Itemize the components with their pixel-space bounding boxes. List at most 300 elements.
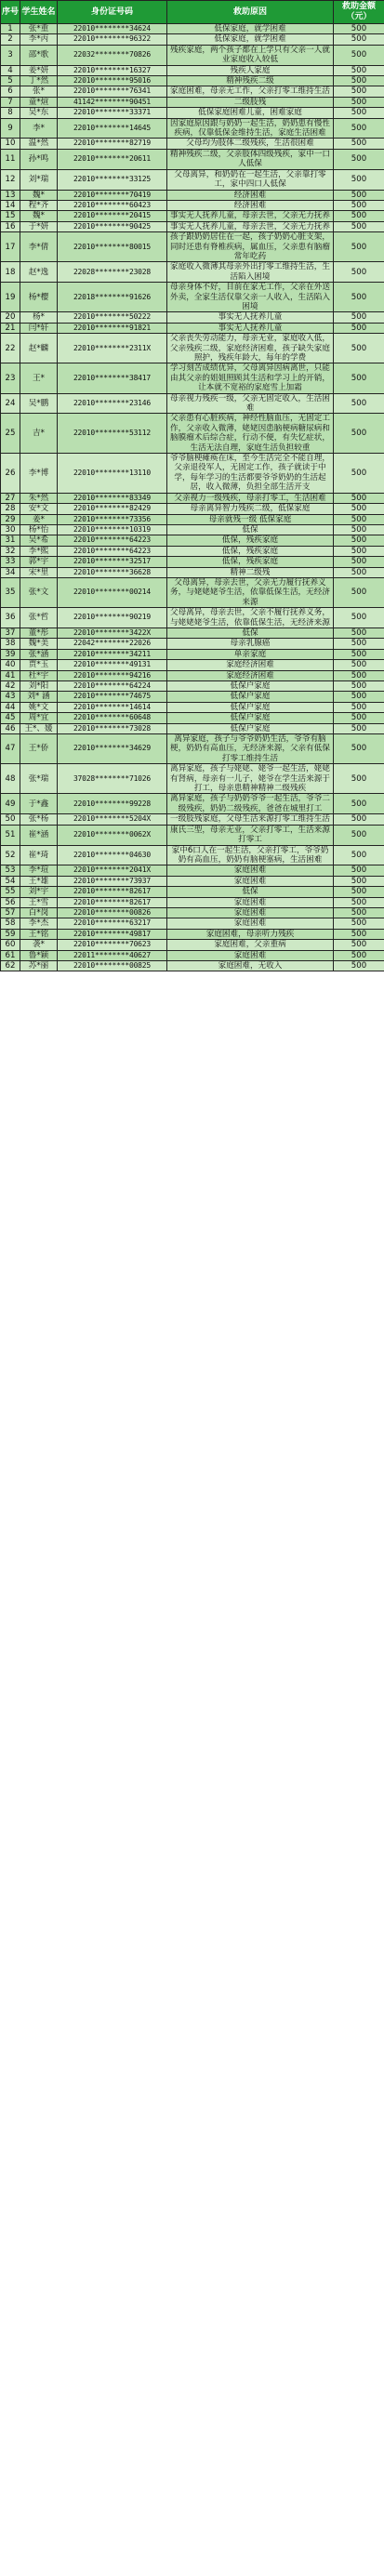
cell-amount: 500 (334, 169, 384, 190)
header-name: 学生姓名 (20, 1, 58, 24)
cell-amount: 500 (334, 713, 384, 723)
cell-id: 22010********82429 (58, 504, 167, 514)
cell-reason: 母亲身体不好，目前在家无工作，父亲在外送外卖，全家生活仅靠父亲一人收入，生活陷入困境 (167, 283, 334, 312)
cell-no: 62 (1, 960, 20, 971)
cell-reason: 低保户家庭 (167, 723, 334, 733)
cell-no: 33 (1, 557, 20, 567)
cell-id: 22010********36628 (58, 567, 167, 577)
cell-amount: 500 (334, 918, 384, 929)
cell-name: 吉* (20, 414, 58, 454)
cell-no: 60 (1, 940, 20, 950)
table-row (1, 118, 384, 139)
cell-id: 22010********49131 (58, 660, 167, 670)
table-row (1, 734, 384, 764)
cell-name: 袭* (20, 940, 58, 950)
cell-amount: 500 (334, 414, 384, 454)
cell-no: 61 (1, 950, 20, 960)
cell-id: 22010********82719 (58, 139, 167, 149)
cell-no: 10 (1, 139, 20, 149)
cell-no: 39 (1, 649, 20, 659)
cell-no: 38 (1, 639, 20, 649)
cell-amount: 500 (334, 660, 384, 670)
cell-amount: 500 (334, 577, 384, 607)
table-row (1, 660, 384, 670)
cell-name: 王*雪 (20, 897, 58, 907)
table-row (1, 670, 384, 680)
table-row (1, 283, 384, 312)
table-row (1, 918, 384, 929)
cell-amount: 500 (334, 232, 384, 262)
cell-id: 22010********64224 (58, 681, 167, 692)
cell-amount: 500 (334, 118, 384, 139)
cell-no: 15 (1, 211, 20, 221)
table-row (1, 577, 384, 607)
cell-reason: 父亲丧失劳动能力，母亲无业，家庭收入低，父亲残疾二级，家庭经济困难，孩子缺失家庭照护，残疾年龄大，每年的学费 (167, 334, 334, 363)
cell-amount: 500 (334, 34, 384, 45)
cell-id: 22010********00214 (58, 577, 167, 607)
cell-amount: 500 (334, 108, 384, 118)
cell-id: 22010********73937 (58, 876, 167, 886)
cell-amount: 500 (334, 670, 384, 680)
cell-reason: 母亲就残一级 低保家庭 (167, 514, 334, 524)
cell-name: 李*丙 (20, 34, 58, 45)
cell-name: 杨* (20, 312, 58, 323)
cell-id: 22010********95016 (58, 76, 167, 86)
cell-id: 22010********74675 (58, 692, 167, 702)
cell-name: 崔*涵 (20, 825, 58, 845)
cell-id: 22010********60423 (58, 200, 167, 210)
table-row (1, 794, 384, 814)
cell-amount: 500 (334, 149, 384, 169)
cell-no: 26 (1, 454, 20, 494)
cell-name: 贾*玉 (20, 660, 58, 670)
cell-name: 安*文 (20, 504, 58, 514)
cell-name: 李* (20, 118, 58, 139)
cell-reason: 精神残疾二级，父亲肢体四级残疾，家中一口人低保 (167, 149, 334, 169)
cell-amount: 500 (334, 723, 384, 733)
table-row (1, 211, 384, 221)
cell-id: 22010********94216 (58, 670, 167, 680)
cell-amount: 500 (334, 334, 384, 363)
table-row (1, 139, 384, 149)
table-row (1, 149, 384, 169)
cell-amount: 500 (334, 825, 384, 845)
cell-name: 魏* (20, 211, 58, 221)
cell-reason: 家庭困难 (167, 897, 334, 907)
table-row (1, 764, 384, 794)
cell-reason: 家庭困难 (167, 918, 334, 929)
cell-amount: 500 (334, 493, 384, 503)
cell-no: 1 (1, 24, 20, 34)
cell-reason: 离异家庭，孩子与爷爷奶奶生活，爷爷有脑梗，奶奶有高血压，无经济来源，父亲有低保打零工维持生活 (167, 734, 334, 764)
cell-reason: 低保户家庭 (167, 702, 334, 712)
cell-id: 22010********14614 (58, 702, 167, 712)
cell-name: 张*哲 (20, 608, 58, 628)
assistance-table (0, 0, 384, 971)
cell-reason: 低保家庭，就学困难 (167, 24, 334, 34)
cell-name: 张*文 (20, 577, 58, 607)
cell-id: 22010********73028 (58, 723, 167, 733)
table-row (1, 639, 384, 649)
cell-no: 51 (1, 825, 20, 845)
cell-name: 于*鑫 (20, 794, 58, 814)
cell-reason: 事实无人抚养儿童，母亲去世，父亲无力抚养 (167, 221, 334, 231)
cell-no: 27 (1, 493, 20, 503)
cell-amount: 500 (334, 950, 384, 960)
cell-amount: 500 (334, 734, 384, 764)
cell-amount: 500 (334, 702, 384, 712)
cell-no: 41 (1, 670, 20, 680)
cell-id: 22010********63217 (58, 918, 167, 929)
cell-amount: 500 (334, 960, 384, 971)
cell-id: 22010********50222 (58, 312, 167, 323)
table-row (1, 334, 384, 363)
header-id: 身份证号码 (58, 1, 167, 24)
cell-id: 22010********38417 (58, 363, 167, 393)
cell-no: 56 (1, 897, 20, 907)
table-row (1, 514, 384, 524)
cell-amount: 500 (334, 524, 384, 535)
cell-amount: 500 (334, 200, 384, 210)
cell-no: 17 (1, 232, 20, 262)
cell-name: 崔*琦 (20, 845, 58, 865)
cell-no: 52 (1, 845, 20, 865)
table-body (1, 24, 384, 971)
cell-reason: 家庭收入微薄其母亲外出打零工维持生活，生活陷入困境 (167, 262, 334, 283)
table-row (1, 535, 384, 546)
cell-no: 57 (1, 907, 20, 918)
cell-reason: 家庭困难 (167, 876, 334, 886)
cell-no: 36 (1, 608, 20, 628)
cell-id: 22010********49817 (58, 929, 167, 939)
table-row (1, 876, 384, 886)
cell-id: 22010********00826 (58, 907, 167, 918)
cell-name: 王*雄 (20, 876, 58, 886)
cell-name: 李*倩 (20, 232, 58, 262)
cell-amount: 500 (334, 86, 384, 97)
cell-name: 丁*然 (20, 76, 58, 86)
cell-no: 55 (1, 887, 20, 897)
cell-amount: 500 (334, 535, 384, 546)
cell-reason: 孩子跟奶奶居住在一起，孩子奶奶心脏支架，同时还患有脊椎疾病，属血压，父亲患有脑瘤常年吃药 (167, 232, 334, 262)
cell-reason: 家庭困难，母亲无工作，父亲打零工维持生活 (167, 86, 334, 97)
cell-id: 22011********40627 (58, 950, 167, 960)
table-row (1, 45, 384, 65)
cell-id: 22032********70826 (58, 45, 167, 65)
cell-name: 姜*妍 (20, 65, 58, 75)
cell-reason: 单亲家庭 (167, 649, 334, 659)
cell-id: 22010********2311X (58, 334, 167, 363)
cell-id: 41142********90451 (58, 97, 167, 107)
cell-name: 刘*瑞 (20, 169, 58, 190)
cell-id: 22010********91821 (58, 323, 167, 333)
table-row (1, 504, 384, 514)
cell-id: 22010********73356 (58, 514, 167, 524)
cell-reason: 学习刻苦成绩优异，父母离异因病离世，只能由其父亲的姐姐照顾其生活和学习上的开销，让本就不宽裕的家庭雪上加霜 (167, 363, 334, 393)
cell-name: 魏* (20, 190, 58, 200)
cell-amount: 500 (334, 794, 384, 814)
cell-no: 8 (1, 108, 20, 118)
cell-reason: 低保户家庭 (167, 692, 334, 702)
table-row (1, 897, 384, 907)
cell-reason: 事实无人抚养儿童，母亲去世，父亲无力抚养 (167, 211, 334, 221)
cell-id: 22010********33125 (58, 169, 167, 190)
cell-amount: 500 (334, 262, 384, 283)
cell-reason: 母亲乳腺癌 (167, 639, 334, 649)
cell-reason: 低保，残疾家庭 (167, 546, 334, 556)
cell-reason: 家庭困难，无收入 (167, 960, 334, 971)
cell-no: 24 (1, 393, 20, 414)
cell-id: 22010********33371 (58, 108, 167, 118)
cell-reason: 父母均为肢体二级残疾，生活很困难 (167, 139, 334, 149)
cell-no: 30 (1, 524, 20, 535)
table-row (1, 65, 384, 75)
cell-id: 22010********2041X (58, 865, 167, 876)
cell-name: 于*妍 (20, 221, 58, 231)
cell-reason: 残疾家庭，两个孩子都在上学只有父亲一人就业家庭收入较低 (167, 45, 334, 65)
table-row (1, 221, 384, 231)
cell-id: 22010********64223 (58, 546, 167, 556)
table-row (1, 907, 384, 918)
cell-name: 赵*麟 (20, 334, 58, 363)
cell-amount: 500 (334, 764, 384, 794)
cell-name: 王*、媛 (20, 723, 58, 733)
cell-amount: 500 (334, 514, 384, 524)
cell-name: 张*重 (20, 24, 58, 34)
table-row (1, 232, 384, 262)
cell-amount: 500 (334, 221, 384, 231)
table-row (1, 960, 384, 971)
cell-name: 赵*逸 (20, 262, 58, 283)
cell-id: 22010********34211 (58, 649, 167, 659)
cell-id: 22010********13110 (58, 454, 167, 494)
cell-no: 50 (1, 814, 20, 825)
cell-no: 47 (1, 734, 20, 764)
cell-name: 董*彤 (20, 627, 58, 638)
table-row (1, 363, 384, 393)
cell-name: 杨*樱 (20, 283, 58, 312)
cell-id: 22010********20415 (58, 211, 167, 221)
cell-reason: 低保 (167, 627, 334, 638)
table-row (1, 814, 384, 825)
cell-no: 42 (1, 681, 20, 692)
cell-id: 37028********71026 (58, 764, 167, 794)
cell-name: 刘*宇 (20, 887, 58, 897)
cell-id: 22010********99228 (58, 794, 167, 814)
cell-no: 14 (1, 200, 20, 210)
cell-name: 李*杰 (20, 918, 58, 929)
cell-reason: 父母离异，母亲去世，父亲不履行抚养义务，与姥姥姥爷生活，依靠低保生活，无经济来源 (167, 608, 334, 628)
cell-name: 孙*鸣 (20, 149, 58, 169)
cell-reason: 低保，残疾家庭 (167, 535, 334, 546)
cell-name: 刘* 涵 (20, 692, 58, 702)
cell-id: 22042********22026 (58, 639, 167, 649)
cell-no: 4 (1, 65, 20, 75)
cell-reason: 经济困难 (167, 200, 334, 210)
cell-reason: 家庭困难，母亲听力残疾 (167, 929, 334, 939)
cell-no: 3 (1, 45, 20, 65)
cell-amount: 500 (334, 940, 384, 950)
cell-name: 白*岗 (20, 907, 58, 918)
header-amount: 救助金额（元） (334, 1, 384, 24)
cell-amount: 500 (334, 211, 384, 221)
cell-amount: 500 (334, 681, 384, 692)
cell-id: 22010********53112 (58, 414, 167, 454)
cell-amount: 500 (334, 393, 384, 414)
cell-no: 35 (1, 577, 20, 607)
cell-reason: 低保户家庭 (167, 713, 334, 723)
cell-name: 王* (20, 363, 58, 393)
cell-no: 22 (1, 334, 20, 363)
cell-no: 48 (1, 764, 20, 794)
cell-no: 20 (1, 312, 20, 323)
cell-reason: 事实无人抚养儿童 (167, 323, 334, 333)
cell-reason: 残疾人家庭 (167, 65, 334, 75)
table-row (1, 97, 384, 107)
cell-name: 杨*怡 (20, 524, 58, 535)
cell-no: 40 (1, 660, 20, 670)
cell-id: 22010********00825 (58, 960, 167, 971)
cell-id: 22010********90219 (58, 608, 167, 628)
cell-no: 6 (1, 86, 20, 97)
cell-no: 58 (1, 918, 20, 929)
cell-amount: 500 (334, 649, 384, 659)
cell-name: 温*然 (20, 139, 58, 149)
cell-id: 22010********76341 (58, 86, 167, 97)
cell-id: 22010********20611 (58, 149, 167, 169)
cell-id: 22010********64223 (58, 535, 167, 546)
cell-no: 31 (1, 535, 20, 546)
cell-no: 11 (1, 149, 20, 169)
cell-name: 童*煊 (20, 97, 58, 107)
cell-reason: 经济困难 (167, 190, 334, 200)
cell-name: 吴*希 (20, 535, 58, 546)
cell-amount: 500 (334, 312, 384, 323)
table-row (1, 169, 384, 190)
cell-reason: 家庭困难 (167, 907, 334, 918)
cell-no: 28 (1, 504, 20, 514)
table-row (1, 723, 384, 733)
cell-reason: 因家庭原因跟与奶奶一起生活，奶奶患有慢性疾病，仅靠低保金维持生活，家庭生活困难 (167, 118, 334, 139)
cell-no: 53 (1, 865, 20, 876)
cell-name: 李*博 (20, 454, 58, 494)
cell-id: 22010********96322 (58, 34, 167, 45)
cell-name: 吴*鹏 (20, 393, 58, 414)
table-row (1, 86, 384, 97)
table-row (1, 414, 384, 454)
cell-id: 22010********23146 (58, 393, 167, 414)
cell-reason: 低保 (167, 887, 334, 897)
cell-id: 22010********82617 (58, 887, 167, 897)
table-row (1, 312, 384, 323)
cell-reason: 家庭困难，父亲重病 (167, 940, 334, 950)
cell-name: 王*铭 (20, 929, 58, 939)
cell-id: 22010********34624 (58, 24, 167, 34)
cell-amount: 500 (334, 814, 384, 825)
cell-no: 32 (1, 546, 20, 556)
cell-no: 18 (1, 262, 20, 283)
table-row (1, 692, 384, 702)
cell-reason: 家中6口人在一起生活，父亲打零工，爷爷奶奶有高血压，奶奶有脑梗塞病，生活困难 (167, 845, 334, 865)
cell-reason: 精神二级残 (167, 567, 334, 577)
table-row (1, 546, 384, 556)
cell-amount: 500 (334, 907, 384, 918)
cell-id: 22010********5204X (58, 814, 167, 825)
cell-amount: 500 (334, 97, 384, 107)
cell-no: 9 (1, 118, 20, 139)
cell-amount: 500 (334, 323, 384, 333)
cell-reason: 母亲离异智力残疾二级，低保家庭 (167, 504, 334, 514)
cell-no: 29 (1, 514, 20, 524)
cell-reason: 康氏三型，母亲无业，父亲打零工，生活来源打零工 (167, 825, 334, 845)
cell-no: 21 (1, 323, 20, 333)
cell-no: 59 (1, 929, 20, 939)
table-row (1, 34, 384, 45)
cell-no: 54 (1, 876, 20, 886)
cell-reason: 精神残疾二级 (167, 76, 334, 86)
cell-name: 闫*轩 (20, 323, 58, 333)
cell-reason: 母亲视力残疾一级，父亲无固定收入，生活困难 (167, 393, 334, 414)
table-row (1, 608, 384, 628)
cell-amount: 500 (334, 865, 384, 876)
table-row (1, 108, 384, 118)
cell-name: 王*侨 (20, 734, 58, 764)
cell-no: 16 (1, 221, 20, 231)
cell-id: 22010********32517 (58, 557, 167, 567)
cell-name: 周*宜 (20, 713, 58, 723)
table-row (1, 524, 384, 535)
table-row (1, 454, 384, 494)
cell-name: 刘*阳 (20, 681, 58, 692)
cell-name: 姜* (20, 514, 58, 524)
cell-amount: 500 (334, 557, 384, 567)
cell-no: 19 (1, 283, 20, 312)
cell-no: 2 (1, 34, 20, 45)
table-row (1, 929, 384, 939)
cell-reason: 家庭困难 (167, 865, 334, 876)
table-row (1, 713, 384, 723)
cell-amount: 500 (334, 24, 384, 34)
table-row (1, 887, 384, 897)
cell-reason: 低保户家庭 (167, 681, 334, 692)
cell-name: 邵*歌 (20, 45, 58, 65)
cell-name: 姚*文 (20, 702, 58, 712)
table-row (1, 567, 384, 577)
cell-name: 郭*宇 (20, 557, 58, 567)
cell-id: 22010********70419 (58, 190, 167, 200)
cell-no: 34 (1, 567, 20, 577)
cell-amount: 500 (334, 65, 384, 75)
table-row (1, 323, 384, 333)
cell-no: 7 (1, 97, 20, 107)
cell-no: 13 (1, 190, 20, 200)
table-row (1, 649, 384, 659)
table-row (1, 493, 384, 503)
cell-name: 宋*里 (20, 567, 58, 577)
cell-name: 吴*东 (20, 108, 58, 118)
cell-amount: 500 (334, 454, 384, 494)
cell-name: 李*瑄 (20, 865, 58, 876)
cell-reason: 低保家庭，就学困难 (167, 34, 334, 45)
cell-reason: 离异家庭，孩子与奶奶爷爷一起生活，爷爷二级残疾，奶奶二级残疾，爸爸在城里打工 (167, 794, 334, 814)
cell-name: 张* (20, 86, 58, 97)
cell-amount: 500 (334, 546, 384, 556)
cell-reason: 父母离异，和奶奶在一起生活，父亲靠打零工，家中四口人低保 (167, 169, 334, 190)
cell-name: 杜*宇 (20, 670, 58, 680)
cell-name: 李*熙 (20, 546, 58, 556)
table-row (1, 76, 384, 86)
cell-reason: 低保 (167, 524, 334, 535)
